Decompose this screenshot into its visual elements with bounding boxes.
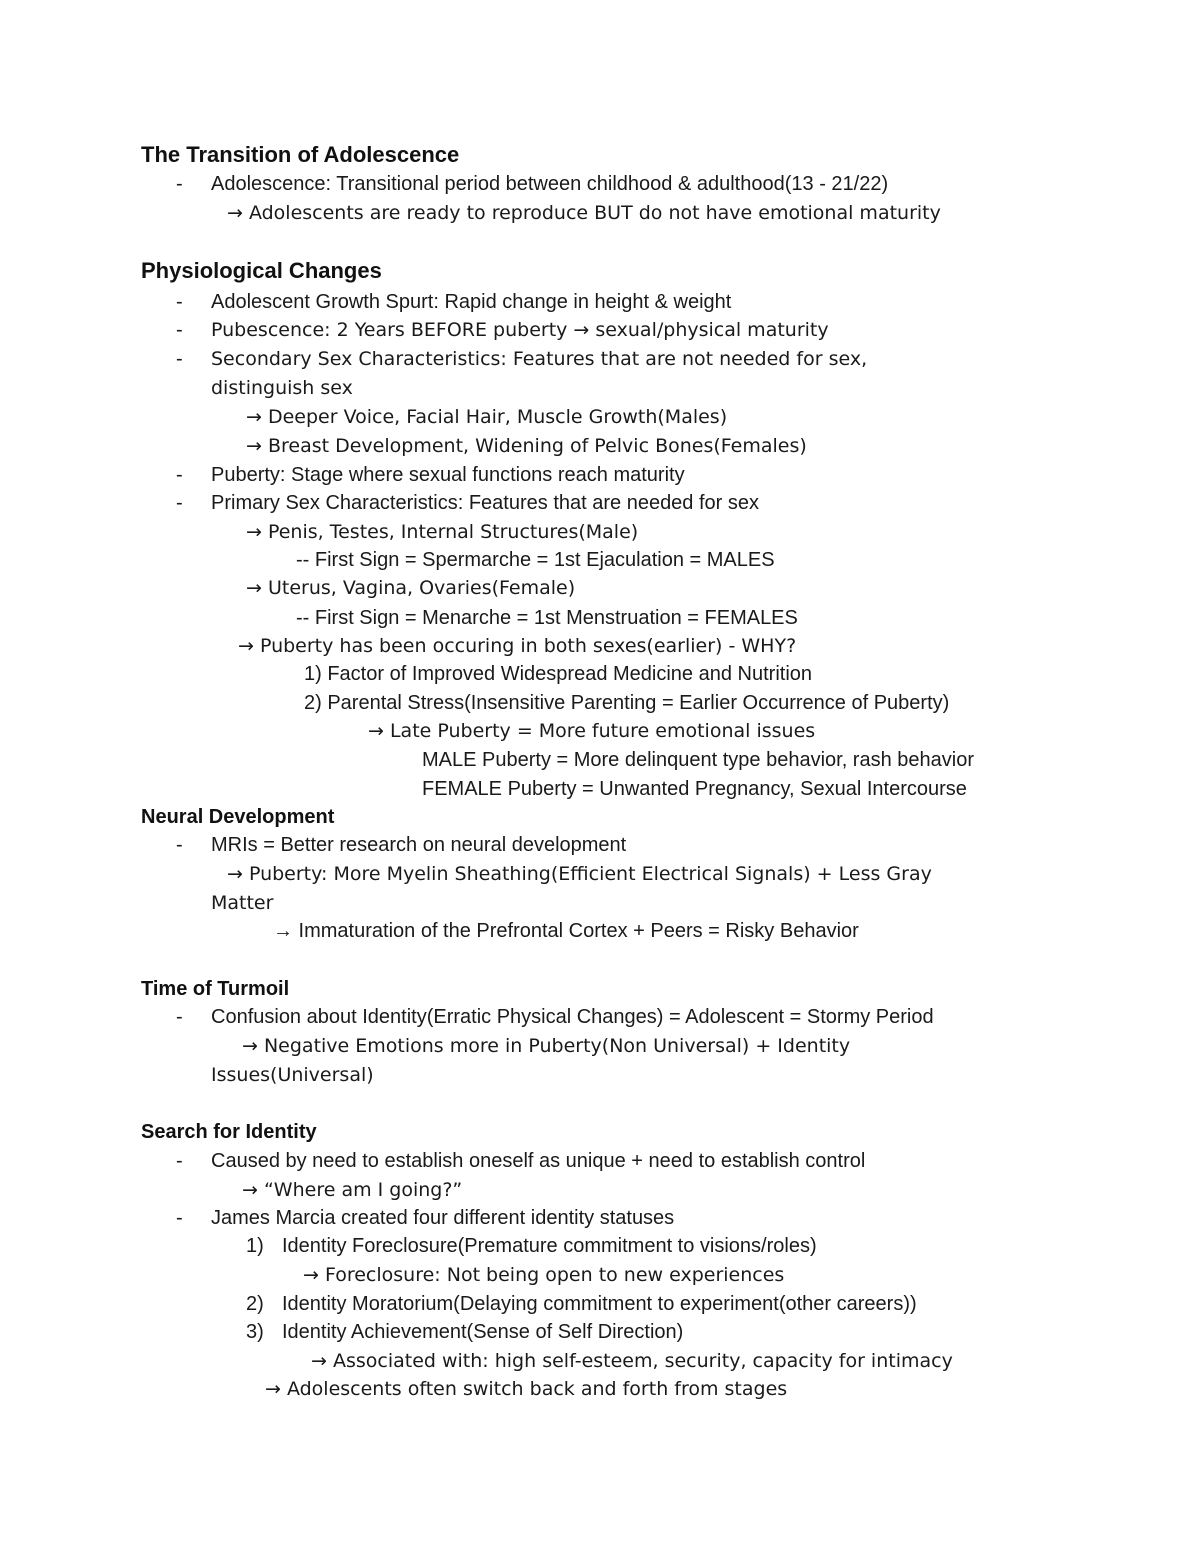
text-line: Pubescence: 2 Years BEFORE puberty → sexual/physical maturity xyxy=(211,319,829,341)
text-line: Identity Foreclosure(Premature commitment to visions/roles) xyxy=(282,1235,817,1257)
text-line: James Marcia created four different identity statuses xyxy=(211,1207,675,1229)
text-line: Issues(Universal) xyxy=(211,1064,374,1086)
heading-physiological-changes: Physiological Changes xyxy=(141,258,382,283)
heading-time-of-turmoil: Time of Turmoil xyxy=(141,978,290,1000)
bullet-dash: - xyxy=(176,348,183,370)
text-line: -- First Sign = Spermarche = 1st Ejaculation = MALES xyxy=(296,549,775,571)
list-number: 1) xyxy=(246,1235,264,1257)
heading-transition-of-adolescence: The Transition of Adolescence xyxy=(141,142,460,167)
bullet-dash: - xyxy=(176,319,183,341)
text-line: 2) Parental Stress(Insensitive Parenting = Earlier Occurrence of Puberty) xyxy=(304,692,950,714)
text-line: → Adolescents often switch back and forth from stages xyxy=(265,1378,788,1400)
text-line: → “Where am I going?” xyxy=(242,1179,463,1201)
bullet-dash: - xyxy=(176,464,183,486)
text-line: 1) Factor of Improved Widespread Medicine and Nutrition xyxy=(304,663,813,685)
text-line: Adolescence: Transitional period between childhood & adulthood(13 - 21/22) xyxy=(211,173,889,195)
text-line: Caused by need to establish oneself as unique + need to establish control xyxy=(211,1150,866,1172)
bullet-dash: - xyxy=(176,1006,183,1028)
list-number: 2) xyxy=(246,1293,264,1315)
text-line: → Foreclosure: Not being open to new experiences xyxy=(303,1264,785,1286)
text-line: → Adolescents are ready to reproduce BUT do not have emotional maturity xyxy=(227,202,941,224)
text-line: → Associated with: high self-esteem, security, capacity for intimacy xyxy=(311,1350,953,1372)
heading-search-for-identity: Search for Identity xyxy=(141,1121,317,1143)
heading-neural-development: Neural Development xyxy=(141,806,335,828)
bullet-dash: - xyxy=(176,1150,183,1172)
text-line: Adolescent Growth Spurt: Rapid change in height & weight xyxy=(211,291,732,313)
text-line: Confusion about Identity(Erratic Physical Changes) = Adolescent = Stormy Period xyxy=(211,1006,934,1028)
text-line: Puberty: Stage where sexual functions reach maturity xyxy=(211,464,685,486)
text-line: MRIs = Better research on neural development xyxy=(211,834,627,856)
text-line: → Puberty has been occuring in both sexes(earlier) - WHY? xyxy=(238,635,797,657)
bullet-dash: - xyxy=(176,1207,183,1229)
text-line: Secondary Sex Characteristics: Features that are not needed for sex, xyxy=(211,348,868,370)
bullet-dash: - xyxy=(176,492,183,514)
text-line: Identity Achievement(Sense of Self Direction) xyxy=(282,1321,684,1343)
text-line: → Late Puberty = More future emotional issues xyxy=(368,720,816,742)
text-line: → Puberty: More Myelin Sheathing(Efficient Electrical Signals) + Less Gray xyxy=(227,863,932,885)
list-number: 3) xyxy=(246,1321,264,1343)
text-line: → Immaturation of the Prefrontal Cortex + Peers = Risky Behavior xyxy=(273,920,859,942)
text-line: → Uterus, Vagina, Ovaries(Female) xyxy=(246,577,576,599)
text-line: Identity Moratorium(Delaying commitment to experiment(other careers)) xyxy=(282,1293,917,1315)
bullet-dash: - xyxy=(176,291,183,313)
bullet-dash: - xyxy=(176,173,183,195)
text-line: → Negative Emotions more in Puberty(Non Universal) + Identity xyxy=(242,1035,851,1057)
bullet-dash: - xyxy=(176,834,183,856)
text-line: MALE Puberty = More delinquent type behavior, rash behavior xyxy=(422,749,974,771)
text-line: FEMALE Puberty = Unwanted Pregnancy, Sexual Intercourse xyxy=(422,778,967,800)
text-line: → Breast Development, Widening of Pelvic Bones(Females) xyxy=(246,435,807,457)
text-line: -- First Sign = Menarche = 1st Menstruation = FEMALES xyxy=(296,607,798,629)
text-line: Matter xyxy=(211,892,274,914)
text-line: distinguish sex xyxy=(211,377,353,399)
text-line: → Deeper Voice, Facial Hair, Muscle Growth(Males) xyxy=(246,406,728,428)
text-line: → Penis, Testes, Internal Structures(Male) xyxy=(246,521,639,543)
text-line: Primary Sex Characteristics: Features that are needed for sex xyxy=(211,492,760,514)
